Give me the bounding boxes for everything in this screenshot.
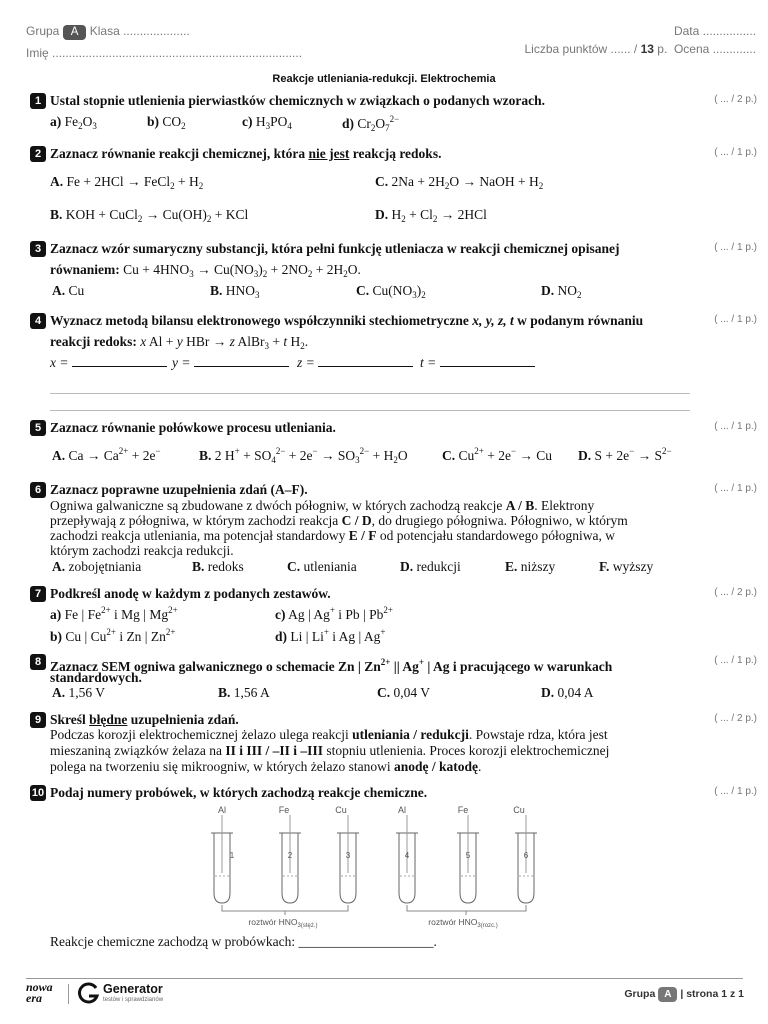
- footer-divider: [26, 978, 743, 979]
- q1-number: 1: [30, 93, 46, 109]
- name-field: Imię ...........................................................................: [26, 46, 303, 60]
- q5-option-b[interactable]: B. 2 $H^+ + SO_4^{2-} + 2e^- \to SO_3^{2-} + H_2O$: [199, 446, 408, 465]
- q8-option-a[interactable]: A. 1,56 V: [52, 685, 106, 700]
- q4-number: 4: [30, 313, 46, 329]
- q4-t-field[interactable]: t =: [420, 355, 535, 371]
- metal-label-5: Fe: [457, 805, 469, 815]
- q5-text: Zaznacz równanie połówkowe procesu utleniania.: [50, 420, 336, 435]
- q2-option-d[interactable]: D. $H_2 + Cl_2 \to 2HCl$: [375, 207, 487, 224]
- metal-label-1: Al: [217, 805, 227, 815]
- tube-number-4: 4: [404, 851, 410, 860]
- q6-option-d[interactable]: D. redukcji: [400, 559, 461, 574]
- tube-number-3: 3: [345, 851, 351, 860]
- tube-number-5: 5: [465, 851, 471, 860]
- q7-set-c[interactable]: c) Ag | Ag+ i Pb | $Pb^{2+}$: [275, 605, 393, 622]
- q9-line-2: mieszaniną związków żelaza na II i III / –II i –III stopniu utlenienia. Proces korozji elektrochemicznej: [50, 743, 610, 758]
- q3-text: Zaznacz wzór sumaryczny substancji, która pełni funkcję utleniacza w reakcji chemicznej opisanej: [50, 241, 620, 256]
- q6-number: 6: [30, 482, 46, 498]
- q8-number: 8: [30, 654, 46, 670]
- points-field: Liczba punktów ...... / 13 p. Ocena .............: [524, 42, 756, 56]
- q2-number: 2: [30, 146, 46, 162]
- q10-text: Podaj numery probówek, w których zachodzą reakcje chemiczne.: [50, 785, 428, 800]
- q8-option-d[interactable]: D. 0,04 A: [541, 685, 594, 700]
- metal-label-3: Cu: [335, 805, 347, 815]
- q9-choice-1[interactable]: utleniania / redukcji: [352, 727, 469, 742]
- q5-option-d[interactable]: D. $S + 2e^- \to S^{2-}$: [578, 446, 672, 463]
- q8-option-b[interactable]: B. 1,56 A: [218, 685, 270, 700]
- q1-option-a[interactable]: a) $Fe_2O_3$: [50, 114, 97, 131]
- q7-set-b[interactable]: b) Cu | $Cu^{2+}$ i Zn | $Zn^{2+}$: [50, 627, 176, 644]
- q5-points: ( ... / 1 p.): [714, 421, 757, 432]
- tube-number-2: 2: [287, 851, 293, 860]
- q2-option-a[interactable]: A. Fe + 2HCl → FeCl$_2$ + $H_2$: [50, 174, 204, 191]
- solution-label-dilute: roztwór $HNO_{3(rozc.)}$: [428, 917, 498, 929]
- q1-points: ( ... / 2 p.): [714, 94, 757, 105]
- page-title: Reakcje utleniania-redukcji. Elektrochemia: [272, 73, 496, 85]
- footer-group-badge: A: [658, 987, 677, 1002]
- q6-line-1: Ogniwa galwaniczne są zbudowane z dwóch półogniw, w których zachodzą reakcje A / B. Elektrony: [50, 498, 595, 513]
- q1-option-d[interactable]: d) $Cr_2O_7^{2-}$: [342, 114, 400, 133]
- q6-option-f[interactable]: F. wyższy: [599, 559, 654, 574]
- group-label: Grupa A Klasa ....................: [26, 24, 190, 38]
- q3-option-a[interactable]: A. Cu: [52, 283, 85, 298]
- q10-points: ( ... / 1 p.): [714, 786, 757, 797]
- q1-text: Ustal stopnie utlenienia pierwiastków chemicznych w związkach o podanych wzorach.: [50, 93, 545, 108]
- q10-answer-line[interactable]: Reakcje chemiczne zachodzą w probówkach: ____________________.: [50, 934, 437, 949]
- q6-option-a[interactable]: A. zobojętniania: [52, 559, 142, 574]
- q9-text: Skreśl błędne uzupełnienia zdań.: [50, 712, 239, 727]
- answer-line[interactable]: [50, 410, 690, 411]
- q5-option-c[interactable]: C. $Cu^{2+} + 2e^- \to Cu$: [442, 446, 553, 463]
- q6-points: ( ... / 1 p.): [714, 483, 757, 494]
- q7-points: ( ... / 2 p.): [714, 587, 757, 598]
- q4-points: ( ... / 1 p.): [714, 314, 757, 325]
- q3-number: 3: [30, 241, 46, 257]
- q9-number: 9: [30, 712, 46, 728]
- q6-option-c[interactable]: C. utleniania: [287, 559, 357, 574]
- solution-label-concentrated: roztwór $HNO_{3(stęż.)}$: [248, 917, 318, 929]
- date-field: Data ................: [673, 24, 756, 38]
- tube-number-1: 1: [229, 851, 235, 860]
- group-badge: A: [63, 25, 87, 40]
- q9-choice-3[interactable]: anodę / katodę: [394, 759, 479, 774]
- q6-line-4: którym zachodzi reakcja redukcji.: [50, 543, 234, 558]
- q3-equation: równaniem: $Cu + 4HNO_3 \to Cu(NO_3)_2 + 2NO_2 + 2H_2O$.: [50, 262, 361, 279]
- logo-divider: [68, 984, 69, 1004]
- generator-logo-icon: [78, 982, 100, 1004]
- q9-choice-2[interactable]: II i III / –II i –III: [225, 743, 323, 758]
- q9-line-1: Podczas korozji elektrochemicznej żelazo ulega reakcji utleniania / redukcji. Powstaje rdza, która jest: [50, 727, 608, 742]
- q4-z-field[interactable]: z =: [297, 355, 413, 371]
- nowa-era-logo: nowa era: [26, 980, 53, 1005]
- q2-text: Zaznacz równanie reakcji chemicznej, która nie jest reakcją redoks.: [50, 146, 442, 161]
- q7-text: Podkreśl anodę w każdym z podanych zestawów.: [50, 586, 331, 601]
- q3-option-d[interactable]: D. $NO_2$: [541, 283, 582, 300]
- tube-number-6: 6: [523, 851, 529, 860]
- q3-option-b[interactable]: B. $HNO_3$: [210, 283, 260, 300]
- q6-option-e[interactable]: E. niższy: [505, 559, 556, 574]
- q5-option-a[interactable]: A. $Ca \to Ca^{2+} + 2e^-$: [52, 446, 161, 463]
- metal-label-4: Al: [397, 805, 407, 815]
- q8-option-c[interactable]: C. 0,04 V: [377, 685, 431, 700]
- q2-option-b[interactable]: B. KOH + CuCl$_2$ → $Cu(OH)_2$ + KCl: [50, 207, 249, 224]
- q6-line-3: zachodzi reakcja utleniania, ma potencjał standardowy E / F od potencjału standardowego półogniwa, w: [50, 528, 615, 543]
- q3-option-c[interactable]: C. $Cu(NO_3)_2$: [356, 283, 426, 300]
- q2-points: ( ... / 1 p.): [714, 147, 757, 158]
- test-tubes-illustration: [195, 801, 545, 933]
- q2-option-c[interactable]: C. $2Na + 2H_2O$ → NaOH + $H_2$: [375, 174, 544, 191]
- q6-text: Zaznacz poprawne uzupełnienia zdań (A–F).: [50, 482, 308, 497]
- q6-option-b[interactable]: B. redoks: [192, 559, 244, 574]
- q1-option-b[interactable]: b) $CO_2$: [147, 114, 186, 131]
- q8-points: ( ... / 1 p.): [714, 655, 757, 666]
- q1-option-c[interactable]: c) $H_3PO_4$: [242, 114, 292, 131]
- q4-text: Wyznacz metodą bilansu elektronowego współczynniki stechiometryczne x, y, z, t w podanym równaniu: [50, 313, 644, 328]
- metal-label-6: Cu: [513, 805, 525, 815]
- q8-text-2: standardowych.: [50, 670, 142, 685]
- q7-number: 7: [30, 586, 46, 602]
- q4-equation: reakcji redoks: x Al + y HBr → z AlBr$_3$ + t $H_2$.: [50, 334, 309, 351]
- q8-text: Zaznacz SEM ogniwa galwanicznego o schemacie Zn | $Zn^{2+}$ || Ag+ | Ag i pracującego w warunkach: [50, 657, 613, 674]
- q4-y-field[interactable]: y =: [172, 355, 289, 371]
- footer-page-info: Grupa A | strona 1 z 1: [624, 988, 744, 1000]
- q5-number: 5: [30, 420, 46, 436]
- q4-x-field[interactable]: x =: [50, 355, 167, 371]
- answer-line[interactable]: [50, 393, 690, 394]
- q9-points: ( ... / 2 p.): [714, 713, 757, 724]
- q7-set-a[interactable]: a) Fe | $Fe^{2+}$ i Mg | $Mg^{2+}$: [50, 605, 178, 622]
- generator-subtitle: testów i sprawdzianów: [103, 997, 164, 1003]
- q10-number: 10: [31, 787, 45, 799]
- q9-line-3: polega na tworzeniu się mikroogniw, w których żelazo stanowi anodę / katodę.: [50, 759, 482, 774]
- q6-line-2: przepływają z półogniwa, w którym zachodzi reakcja C / D, do drugiego półogniwa. Półogniwo, w którym: [50, 513, 628, 528]
- q7-set-d[interactable]: d) Li | Li+ i Ag | Ag+: [275, 627, 386, 644]
- q3-points: ( ... / 1 p.): [714, 242, 757, 253]
- metal-label-2: Fe: [278, 805, 290, 815]
- generator-title: Generator: [103, 982, 163, 996]
